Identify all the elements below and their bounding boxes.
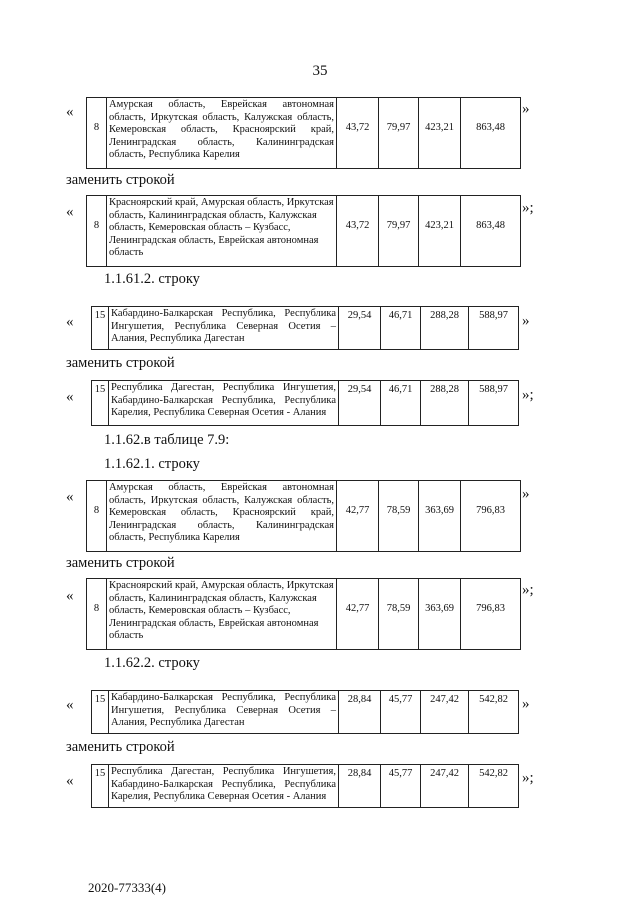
open-quote: « xyxy=(66,104,74,120)
regions-cell: Республика Дагестан, Республика Ингушетия, Кабардино-Балкарская Республика, Республика Карелия, Республика Северная Осетия - Алания xyxy=(109,381,339,426)
section-heading: 1.1.62.1. строку xyxy=(104,456,200,472)
replace-label: заменить строкой xyxy=(66,355,175,371)
value-cell: 288,28 xyxy=(421,381,469,426)
table-row-block xyxy=(86,195,521,267)
row-number: 15 xyxy=(92,691,109,734)
regions-cell: Кабардино-Балкарская Республика, Республика Ингушетия, Республика Северная Осетия – Алания, Республика Дагестан xyxy=(109,307,339,350)
table-row-block xyxy=(91,380,519,426)
value-cell: 796,83 xyxy=(461,579,521,650)
value-cell: 46,71 xyxy=(381,307,421,350)
table-row-block xyxy=(86,480,521,552)
value-cell: 423,21 xyxy=(419,98,461,169)
value-cell: 247,42 xyxy=(421,691,469,734)
value-cell: 588,97 xyxy=(469,381,519,426)
close-quote: »; xyxy=(522,200,534,216)
regions-cell: Кабардино-Балкарская Республика, Республика Ингушетия, Республика Северная Осетия – Алания, Республика Дагестан xyxy=(109,691,339,734)
open-quote: « xyxy=(66,588,74,604)
value-cell: 28,84 xyxy=(339,691,381,734)
row-number: 8 xyxy=(87,481,107,552)
replace-label: заменить строкой xyxy=(66,555,175,571)
regions-cell: Амурская область, Еврейская автономная область, Иркутская область, Калужская область, Кемеровская область, Красноярский край, Ленинградская область, Калининградская область, Республика Карелия xyxy=(107,98,337,169)
value-cell: 796,83 xyxy=(461,481,521,552)
value-cell: 45,77 xyxy=(381,765,421,808)
document-footer-code: 2020-77333(4) xyxy=(88,880,166,895)
close-quote: » xyxy=(522,313,530,329)
value-cell: 363,69 xyxy=(419,579,461,650)
row-number: 15 xyxy=(92,307,109,350)
value-cell: 288,28 xyxy=(421,307,469,350)
value-cell: 247,42 xyxy=(421,765,469,808)
open-quote: « xyxy=(66,773,74,789)
section-heading: 1.1.62.в таблице 7.9: xyxy=(104,432,230,448)
section-heading: 1.1.62.2. строку xyxy=(104,655,200,671)
table-row-block xyxy=(91,764,519,808)
open-quote: « xyxy=(66,697,74,713)
table-row-block xyxy=(91,306,519,350)
close-quote: »; xyxy=(522,770,534,786)
regions-cell: Красноярский край, Амурская область, Иркутская область, Калининградская область, Калужская область, Кемеровская область – Кузбасс, Ленинградская область, Еврейская автономная область xyxy=(107,196,337,267)
row-number: 15 xyxy=(92,765,109,808)
value-cell: 423,21 xyxy=(419,196,461,267)
close-quote: »; xyxy=(522,387,534,403)
open-quote: « xyxy=(66,314,74,330)
value-cell: 79,97 xyxy=(379,196,419,267)
value-cell: 43,72 xyxy=(337,98,379,169)
value-cell: 78,59 xyxy=(379,481,419,552)
page-number: 35 xyxy=(312,63,328,79)
value-cell: 542,82 xyxy=(469,765,519,808)
row-number: 8 xyxy=(87,98,107,169)
section-heading: 1.1.61.2. строку xyxy=(104,271,200,287)
regions-cell: Амурская область, Еврейская автономная область, Иркутская область, Калужская область, Кемеровская область, Красноярский край, Ленинградская область, Калининградская область, Республика Карелия xyxy=(107,481,337,552)
value-cell: 863,48 xyxy=(461,98,521,169)
row-number: 8 xyxy=(87,579,107,650)
value-cell: 29,54 xyxy=(339,381,381,426)
value-cell: 79,97 xyxy=(379,98,419,169)
value-cell: 542,82 xyxy=(469,691,519,734)
value-cell: 45,77 xyxy=(381,691,421,734)
close-quote: » xyxy=(522,486,530,502)
table-row-block xyxy=(91,690,519,734)
value-cell: 28,84 xyxy=(339,765,381,808)
value-cell: 863,48 xyxy=(461,196,521,267)
value-cell: 43,72 xyxy=(337,196,379,267)
regions-cell: Республика Дагестан, Республика Ингушетия, Кабардино-Балкарская Республика, Республика Карелия, Республика Северная Осетия - Алания xyxy=(109,765,339,808)
table-row-block xyxy=(86,578,521,650)
value-cell: 588,97 xyxy=(469,307,519,350)
close-quote: » xyxy=(522,696,530,712)
replace-label: заменить строкой xyxy=(66,739,175,755)
replace-label: заменить строкой xyxy=(66,172,175,188)
open-quote: « xyxy=(66,489,74,505)
open-quote: « xyxy=(66,389,74,405)
row-number: 8 xyxy=(87,196,107,267)
value-cell: 42,77 xyxy=(337,481,379,552)
value-cell: 363,69 xyxy=(419,481,461,552)
open-quote: « xyxy=(66,204,74,220)
table-row-block xyxy=(86,97,521,169)
row-number: 15 xyxy=(92,381,109,426)
value-cell: 78,59 xyxy=(379,579,419,650)
close-quote: »; xyxy=(522,582,534,598)
regions-cell: Красноярский край, Амурская область, Иркутская область, Калининградская область, Калужская область, Кемеровская область – Кузбасс, Ленинградская область, Еврейская автономная область xyxy=(107,579,337,650)
value-cell: 29,54 xyxy=(339,307,381,350)
value-cell: 42,77 xyxy=(337,579,379,650)
close-quote: » xyxy=(522,101,530,117)
value-cell: 46,71 xyxy=(381,381,421,426)
